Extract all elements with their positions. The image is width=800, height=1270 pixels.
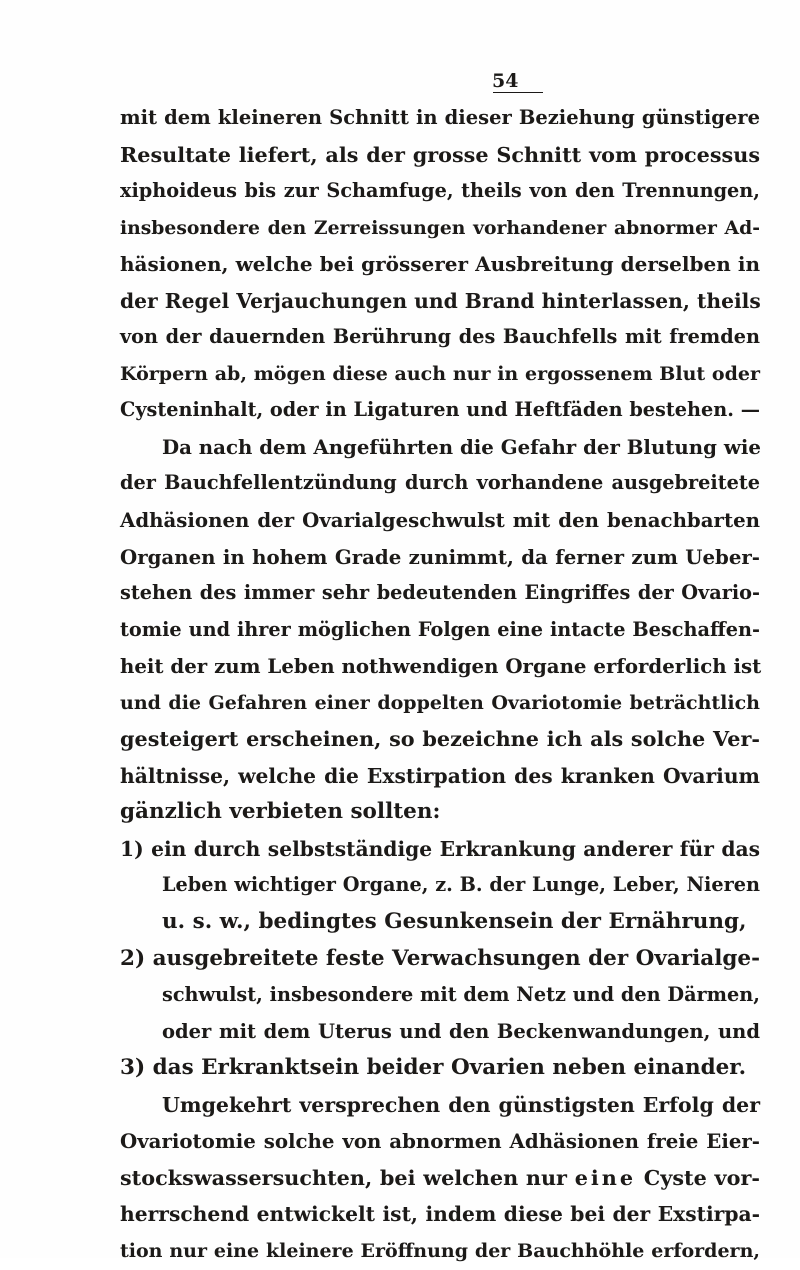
text-line: herrschend entwickelt ist, indem diese bei der Exstirpa- [120, 1202, 760, 1227]
text-line: Leben wichtiger Organe, z. B. der Lunge, Leber, Nieren [162, 873, 760, 897]
emphasized-word: eine [574, 1165, 637, 1190]
text-line: insbesondere den Zerreissungen vorhandener abnormer Ad- [120, 216, 760, 239]
text-line: Adhäsionen der Ovarialgeschwulst mit den benachbarten [120, 508, 760, 533]
text-line: und die Gefahren einer doppelten Ovariotomie beträchtlich [120, 691, 760, 714]
text-line: Organen in hohem Grade zunimmt, da ferner zum Ueber- [120, 544, 760, 569]
list-item-1: 1) ein durch selbstständige Erkrankung anderer für das [120, 836, 760, 861]
list-item-3: 3) das Erkranktsein beider Ovarien neben einander. [120, 1055, 747, 1081]
text-line: gesteigert erscheinen, so bezeichne ich als solche Ver- [120, 727, 760, 752]
text-line: von der dauernden Berührung des Bauchfells mit fremden [120, 325, 760, 349]
text-line: häsionen, welche bei grösserer Ausbreitung derselben in [120, 252, 760, 277]
list-item-2: 2) ausgebreitete feste Verwachsungen der Ovarialge- [120, 945, 761, 971]
text-line: mit dem kleineren Schnitt in dieser Beziehung günstigere [120, 106, 760, 129]
text-line: der Bauchfellentzündung durch vorhandene ausgebreitete [120, 471, 760, 495]
text-line: oder mit dem Uterus und den Beckenwandungen, und [162, 1019, 760, 1043]
text-line: tion nur eine kleinere Eröffnung der Bauchhöhle erfordern, [120, 1239, 760, 1262]
text-line: Ovariotomie solche von abnormen Adhäsionen freie Eier- [120, 1129, 760, 1154]
text-line: gänzlich verbieten sollten: [120, 799, 441, 825]
page-number: 54 [492, 70, 519, 92]
text-line: Resultate liefert, als der grosse Schnitt vom processus [120, 142, 760, 167]
text-line: hältnisse, welche die Exstirpation des kranken Ovarium [120, 763, 760, 788]
text-line: Da nach dem Angeführten die Gefahr der Blutung wie [162, 434, 761, 459]
page-number-rule [493, 92, 543, 93]
text-line: tomie und ihrer möglichen Folgen eine intacte Beschaffen- [120, 617, 760, 641]
text-line: heit der zum Leben nothwendigen Organe erforderlich ist [120, 654, 762, 679]
text-line: der Regel Verjauchungen und Brand hinterlassen, theils [120, 288, 761, 313]
text-line [120, 1160, 760, 1197]
text-line: xiphoideus bis zur Schamfuge, theils von den Trennungen, [120, 179, 760, 203]
text-line: Cysteninhalt, oder in Ligaturen und Heftfäden bestehen. — [120, 398, 760, 422]
text-segment: stockswassersuchten, bei welchen nur [120, 1165, 567, 1190]
text-line: Körpern ab, mögen diese auch nur in ergossenem Blut oder [120, 362, 760, 385]
text-line: stehen des immer sehr bedeutenden Eingriffes der Ovario- [120, 581, 760, 605]
text-line: schwulst, insbesondere mit dem Netz und den Därmen, [162, 983, 760, 1007]
body-text [120, 100, 760, 1270]
text-line: u. s. w., bedingtes Gesunkensein der Ernährung, [162, 909, 747, 935]
text-segment: Cyste vor- [643, 1165, 760, 1190]
text-line: Umgekehrt versprechen den günstigsten Erfolg der [162, 1092, 760, 1117]
